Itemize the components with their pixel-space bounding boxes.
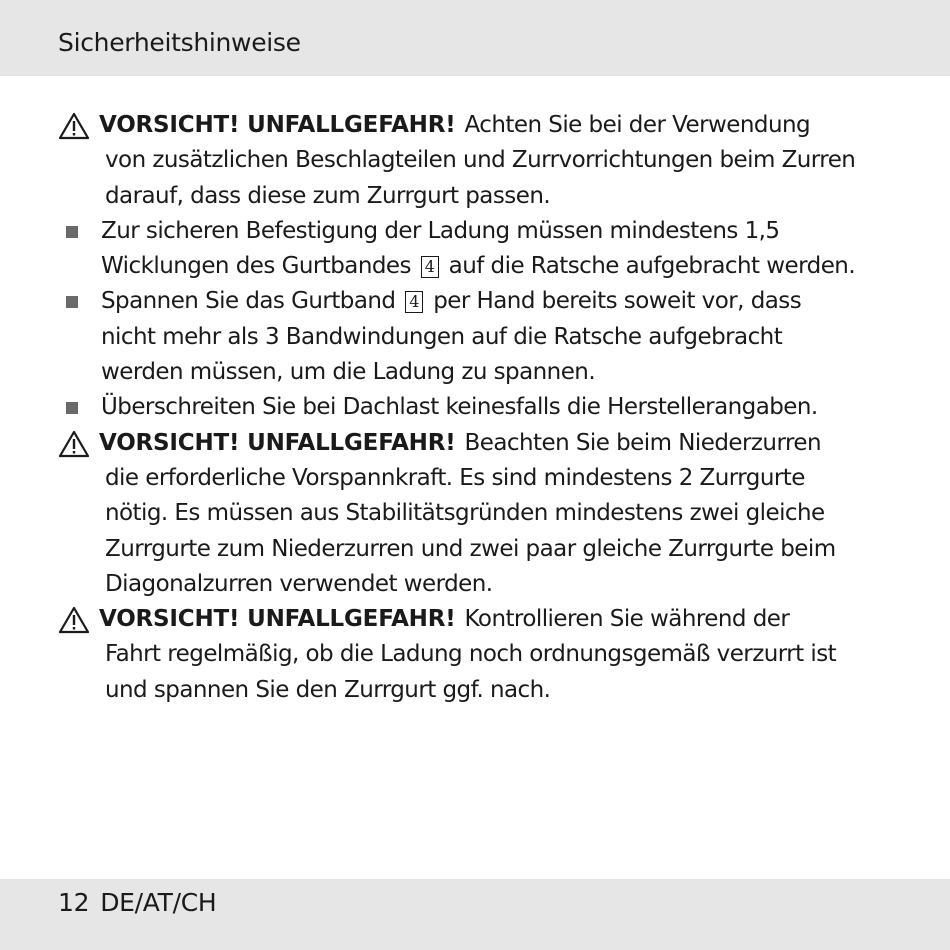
warning-line xyxy=(99,426,938,461)
bullet-item xyxy=(58,284,938,390)
warning-line: Fahrt regelmäßig, ob die Ladung noch ordnungsgemäß verzurrt ist xyxy=(105,641,837,668)
warning-label: VORSICHT! UNFALLGEFAHR! xyxy=(99,429,456,456)
bullet-text: auf die Ratsche aufgebracht werden. xyxy=(448,253,856,280)
safety-notes xyxy=(58,108,938,708)
warning-text: Achten Sie bei der Verwendung xyxy=(464,112,811,138)
warning-triangle-icon xyxy=(58,112,90,140)
page-number: 12 xyxy=(58,888,90,917)
bullet-line: Überschreiten Sie bei Dachlast keinesfalls die Herstellerangaben. xyxy=(101,394,818,421)
warning-line: von zusätzlichen Beschlagteilen und Zurrvorrichtungen beim Zurren xyxy=(105,147,856,174)
warning-block xyxy=(58,108,938,214)
warning-line xyxy=(99,108,938,143)
warning-text: Beachten Sie beim Niederzurren xyxy=(464,429,821,456)
bullet-line xyxy=(101,284,938,319)
bullet-line: nicht mehr als 3 Bandwindungen auf die Ratsche aufgebracht xyxy=(101,323,783,350)
bullet-line: Zur sicheren Befestigung der Ladung müssen mindestens 1,5 xyxy=(101,217,780,244)
part-reference-box: 4 xyxy=(421,256,439,278)
bullet-item xyxy=(58,214,938,285)
warning-line: und spannen Sie den Zurrgurt ggf. nach. xyxy=(105,676,551,703)
bullet-text: Wicklungen des Gurtbandes xyxy=(101,253,411,280)
page-title: Sicherheitshinweise xyxy=(58,28,301,57)
warning-block xyxy=(58,602,938,708)
bullet-square-icon xyxy=(66,402,78,414)
warning-text: Kontrollieren Sie während der xyxy=(464,606,790,633)
warning-triangle-icon xyxy=(58,430,90,458)
warning-line xyxy=(99,602,938,637)
warning-line: Diagonalzurren verwendet werden. xyxy=(105,570,493,597)
warning-line: die erforderliche Vorspannkraft. Es sind mindestens 2 Zurrgurte xyxy=(105,464,805,491)
warning-line: nötig. Es müssen aus Stabilitätsgründen mindestens zwei gleiche xyxy=(105,500,825,527)
warning-line: darauf, dass diese zum Zurrgurt passen. xyxy=(105,182,551,209)
bullet-text: per Hand bereits soweit vor, dass xyxy=(433,288,802,315)
region-label: DE/AT/CH xyxy=(100,888,217,917)
footer xyxy=(58,886,216,920)
bullet-line xyxy=(101,249,938,284)
bullet-line: werden müssen, um die Ladung zu spannen. xyxy=(101,359,596,386)
bullet-square-icon xyxy=(66,226,78,238)
bullet-text: Spannen Sie das Gurtband xyxy=(101,288,396,315)
bullet-square-icon xyxy=(66,296,78,308)
warning-triangle-icon xyxy=(58,606,90,634)
part-reference-box: 4 xyxy=(405,291,423,313)
warning-label: VORSICHT! UNFALLGEFAHR! xyxy=(99,112,456,138)
warning-block xyxy=(58,426,938,602)
bullet-item xyxy=(58,390,938,425)
warning-label: VORSICHT! UNFALLGEFAHR! xyxy=(99,606,456,633)
warning-line: Zurrgurte zum Niederzurren und zwei paar gleiche Zurrgurte beim xyxy=(105,535,836,562)
